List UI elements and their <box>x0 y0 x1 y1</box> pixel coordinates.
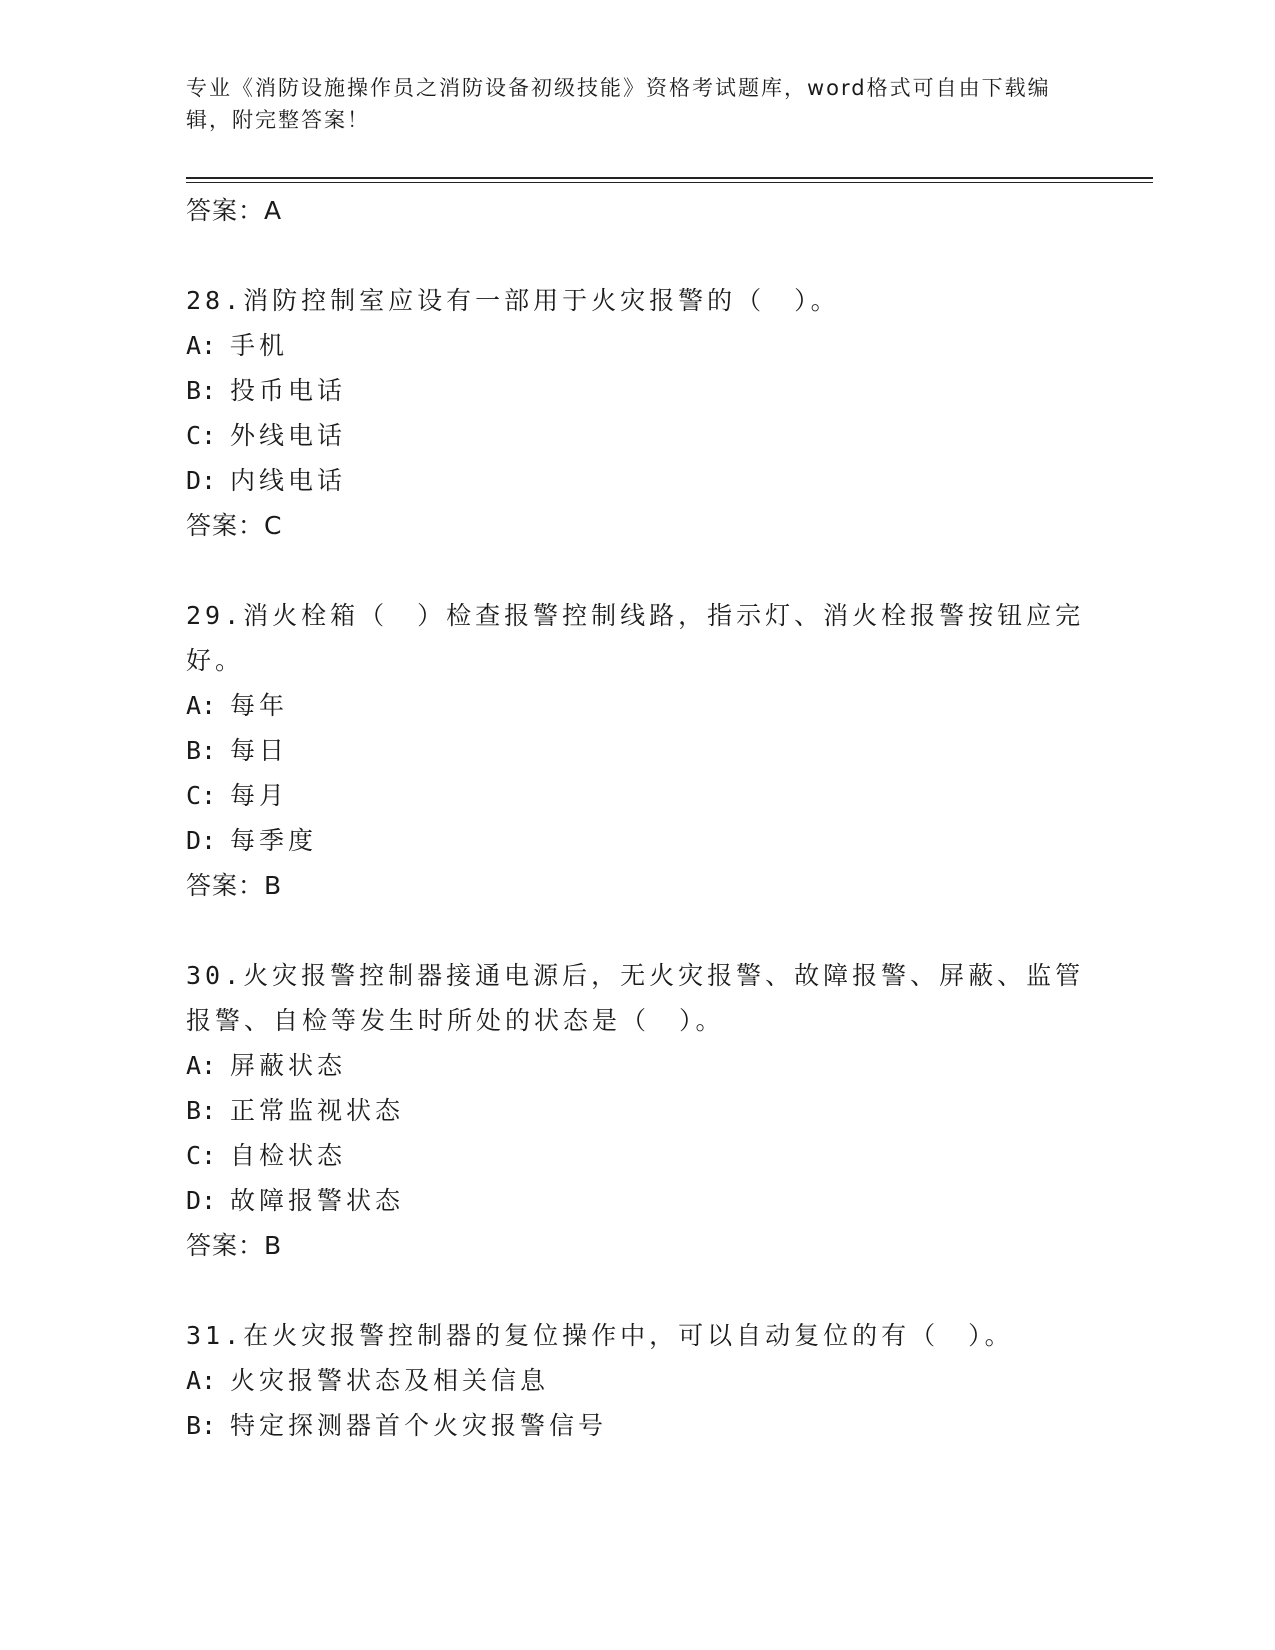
option-a <box>186 1043 1086 1088</box>
question-item <box>186 278 1086 549</box>
option-text: 内线电话 <box>230 466 347 495</box>
question-item <box>186 953 1086 1269</box>
option-d <box>186 458 1086 503</box>
option-a <box>186 1358 1086 1403</box>
option-text: 故障报警状态 <box>230 1186 405 1215</box>
option-text: 特定探测器首个火灾报警信号 <box>230 1411 608 1440</box>
option-letter: C: <box>186 781 217 810</box>
option-letter: D: <box>186 466 217 495</box>
option-c <box>186 413 1086 458</box>
option-text: 正常监视状态 <box>230 1096 405 1125</box>
option-text: 自检状态 <box>230 1141 347 1170</box>
option-b <box>186 1403 1086 1448</box>
option-letter: A: <box>186 1051 217 1080</box>
option-letter: B: <box>186 1411 217 1440</box>
option-letter: D: <box>186 826 217 855</box>
option-letter: A: <box>186 691 217 720</box>
option-letter: B: <box>186 1096 217 1125</box>
option-text: 每年 <box>230 691 289 720</box>
question-stem: 29.消火栓箱（ ）检查报警控制线路，指示灯、消火栓报警按钮应完好。 <box>186 601 1085 675</box>
option-d <box>186 1178 1086 1223</box>
option-letter: B: <box>186 736 217 765</box>
question-item <box>186 593 1086 909</box>
option-b <box>186 728 1086 773</box>
option-text: 投币电话 <box>230 376 347 405</box>
answer-line: 答案：C <box>186 511 283 540</box>
answer-line: 答案：B <box>186 1231 283 1260</box>
option-a <box>186 683 1086 728</box>
option-letter: A: <box>186 331 217 360</box>
option-text: 每季度 <box>230 826 318 855</box>
answer-line: 答案：B <box>186 871 283 900</box>
answer-line: 答案：A <box>186 196 283 225</box>
option-letter: C: <box>186 421 217 450</box>
question-list <box>186 188 1086 1448</box>
option-letter: A: <box>186 1366 217 1395</box>
option-text: 每月 <box>230 781 289 810</box>
question-stem: 28.消防控制室应设有一部用于火灾报警的（ ）。 <box>186 286 840 315</box>
option-b <box>186 368 1086 413</box>
option-letter: C: <box>186 1141 217 1170</box>
option-text: 外线电话 <box>230 421 347 450</box>
option-text: 火灾报警状态及相关信息 <box>230 1366 550 1395</box>
option-text: 屏蔽状态 <box>230 1051 347 1080</box>
question-item <box>186 1313 1086 1448</box>
document-header: 专业《消防设施操作员之消防设备初级技能》资格考试题库，word格式可自由下载编辑，附完整答案！ <box>186 76 1051 132</box>
question-stem: 31.在火灾报警控制器的复位操作中，可以自动复位的有（ ）。 <box>186 1321 1014 1350</box>
option-c <box>186 1133 1086 1178</box>
option-letter: D: <box>186 1186 217 1215</box>
option-c <box>186 773 1086 818</box>
question-stem: 30.火灾报警控制器接通电源后，无火灾报警、故障报警、屏蔽、监管报警、自检等发生时所处的状态是（ ）。 <box>186 961 1085 1035</box>
option-letter: B: <box>186 376 217 405</box>
option-b <box>186 1088 1086 1133</box>
option-text: 手机 <box>230 331 289 360</box>
option-d <box>186 818 1086 863</box>
header-divider <box>186 177 1153 179</box>
option-a <box>186 323 1086 368</box>
option-text: 每日 <box>230 736 289 765</box>
header-divider-thin <box>186 182 1153 183</box>
